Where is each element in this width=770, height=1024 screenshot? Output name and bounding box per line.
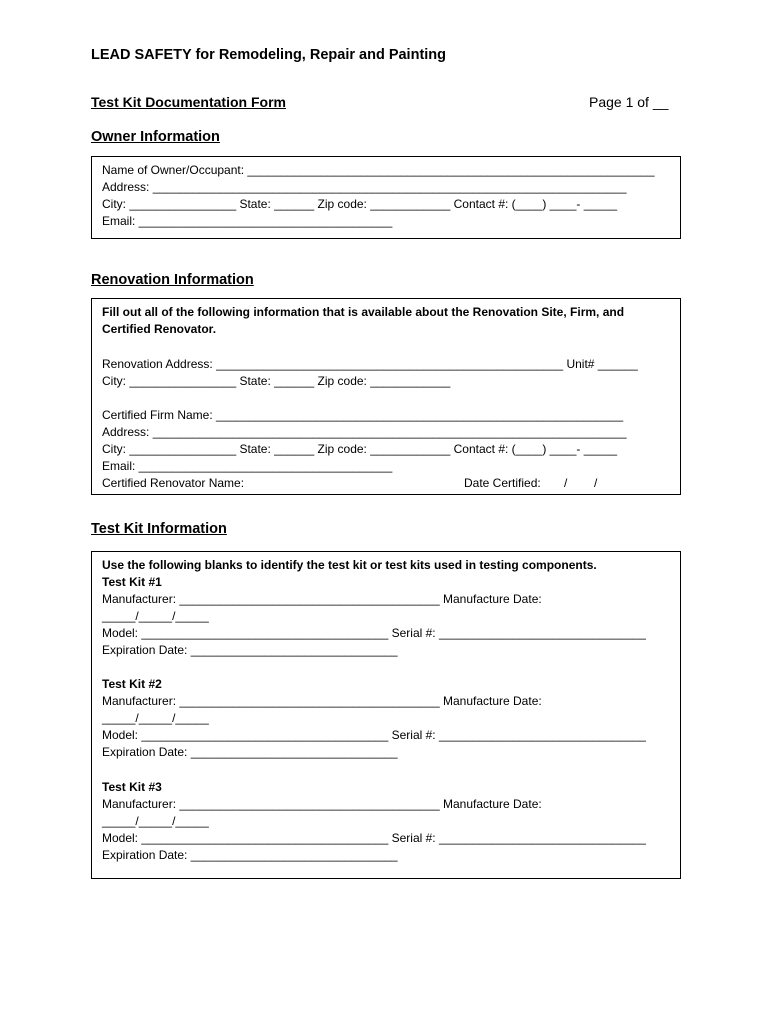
firm-email-field[interactable]: Email: ______________________________________ (102, 459, 393, 473)
firm-city-state-zip-contact-field[interactable]: City: ________________ State: ______ Zip code: ____________ Contact #: (____) ____- _____ (102, 442, 618, 456)
date-certified-field[interactable]: Date Certified: / / (464, 476, 598, 490)
test-kit-1-manufacturer-field[interactable]: Manufacturer: _______________________________________ Manufacture Date: (102, 592, 542, 606)
test-kit-3-label: Test Kit #3 (102, 780, 162, 794)
test-kit-3-expiration-field[interactable]: Expiration Date: _______________________________ (102, 848, 398, 862)
owner-address-field[interactable]: Address: _______________________________________________________________________ (102, 180, 627, 194)
owner-information-heading: Owner Information (91, 129, 220, 145)
test-kit-1-model-serial-field[interactable]: Model: _____________________________________ Serial #: _______________________________ (102, 626, 646, 640)
owner-city-state-zip-contact-field[interactable]: City: ________________ State: ______ Zip code: ____________ Contact #: (____) ____- _____ (102, 197, 618, 211)
test-kit-1-expiration-field[interactable]: Expiration Date: _______________________________ (102, 643, 398, 657)
renovation-information-heading: Renovation Information (91, 272, 254, 288)
test-kit-3-model-serial-field[interactable]: Model: _____________________________________ Serial #: _______________________________ (102, 831, 646, 845)
owner-information-box (91, 156, 681, 239)
test-kit-3-manufacturer-field[interactable]: Manufacturer: _______________________________________ Manufacture Date: (102, 797, 542, 811)
test-kit-instructions: Use the following blanks to identify the test kit or test kits used in testing components. (102, 558, 597, 572)
firm-address-field[interactable]: Address: _______________________________________________________________________ (102, 425, 627, 439)
renovation-city-state-zip-field[interactable]: City: ________________ State: ______ Zip code: ____________ (102, 374, 451, 388)
certified-renovator-name-field[interactable]: Certified Renovator Name: (102, 476, 245, 490)
test-kit-2-label: Test Kit #2 (102, 677, 162, 691)
test-kit-information-heading: Test Kit Information (91, 521, 227, 537)
renovation-instructions-line-1: Fill out all of the following information that is available about the Renovation Site, Firm, and (102, 305, 625, 319)
renovation-instructions-line-2: Certified Renovator. (102, 322, 217, 336)
owner-name-field[interactable]: Name of Owner/Occupant: _____________________________________________________________ (102, 163, 655, 177)
test-kit-1-label: Test Kit #1 (102, 575, 162, 589)
test-kit-2-expiration-field[interactable]: Expiration Date: _______________________________ (102, 745, 398, 759)
renovation-information-box (91, 298, 681, 495)
test-kit-3-manufacture-date-field[interactable]: _____/_____/_____ (102, 814, 209, 828)
test-kit-information-box (91, 551, 681, 879)
owner-email-field[interactable]: Email: ______________________________________ (102, 214, 393, 228)
renovation-address-field[interactable]: Renovation Address: ____________________________________________________ Unit# ______ (102, 357, 638, 371)
form-title: Test Kit Documentation Form (91, 94, 286, 110)
test-kit-2-model-serial-field[interactable]: Model: _____________________________________ Serial #: _______________________________ (102, 728, 646, 742)
page-number: Page 1 of __ (589, 94, 669, 110)
test-kit-2-manufacturer-field[interactable]: Manufacturer: _______________________________________ Manufacture Date: (102, 694, 542, 708)
certified-firm-name-field[interactable]: Certified Firm Name: _____________________________________________________________ (102, 408, 624, 422)
document-title: LEAD SAFETY for Remodeling, Repair and Painting (91, 47, 447, 63)
test-kit-2-manufacture-date-field[interactable]: _____/_____/_____ (102, 711, 209, 725)
test-kit-1-manufacture-date-field[interactable]: _____/_____/_____ (102, 609, 209, 623)
